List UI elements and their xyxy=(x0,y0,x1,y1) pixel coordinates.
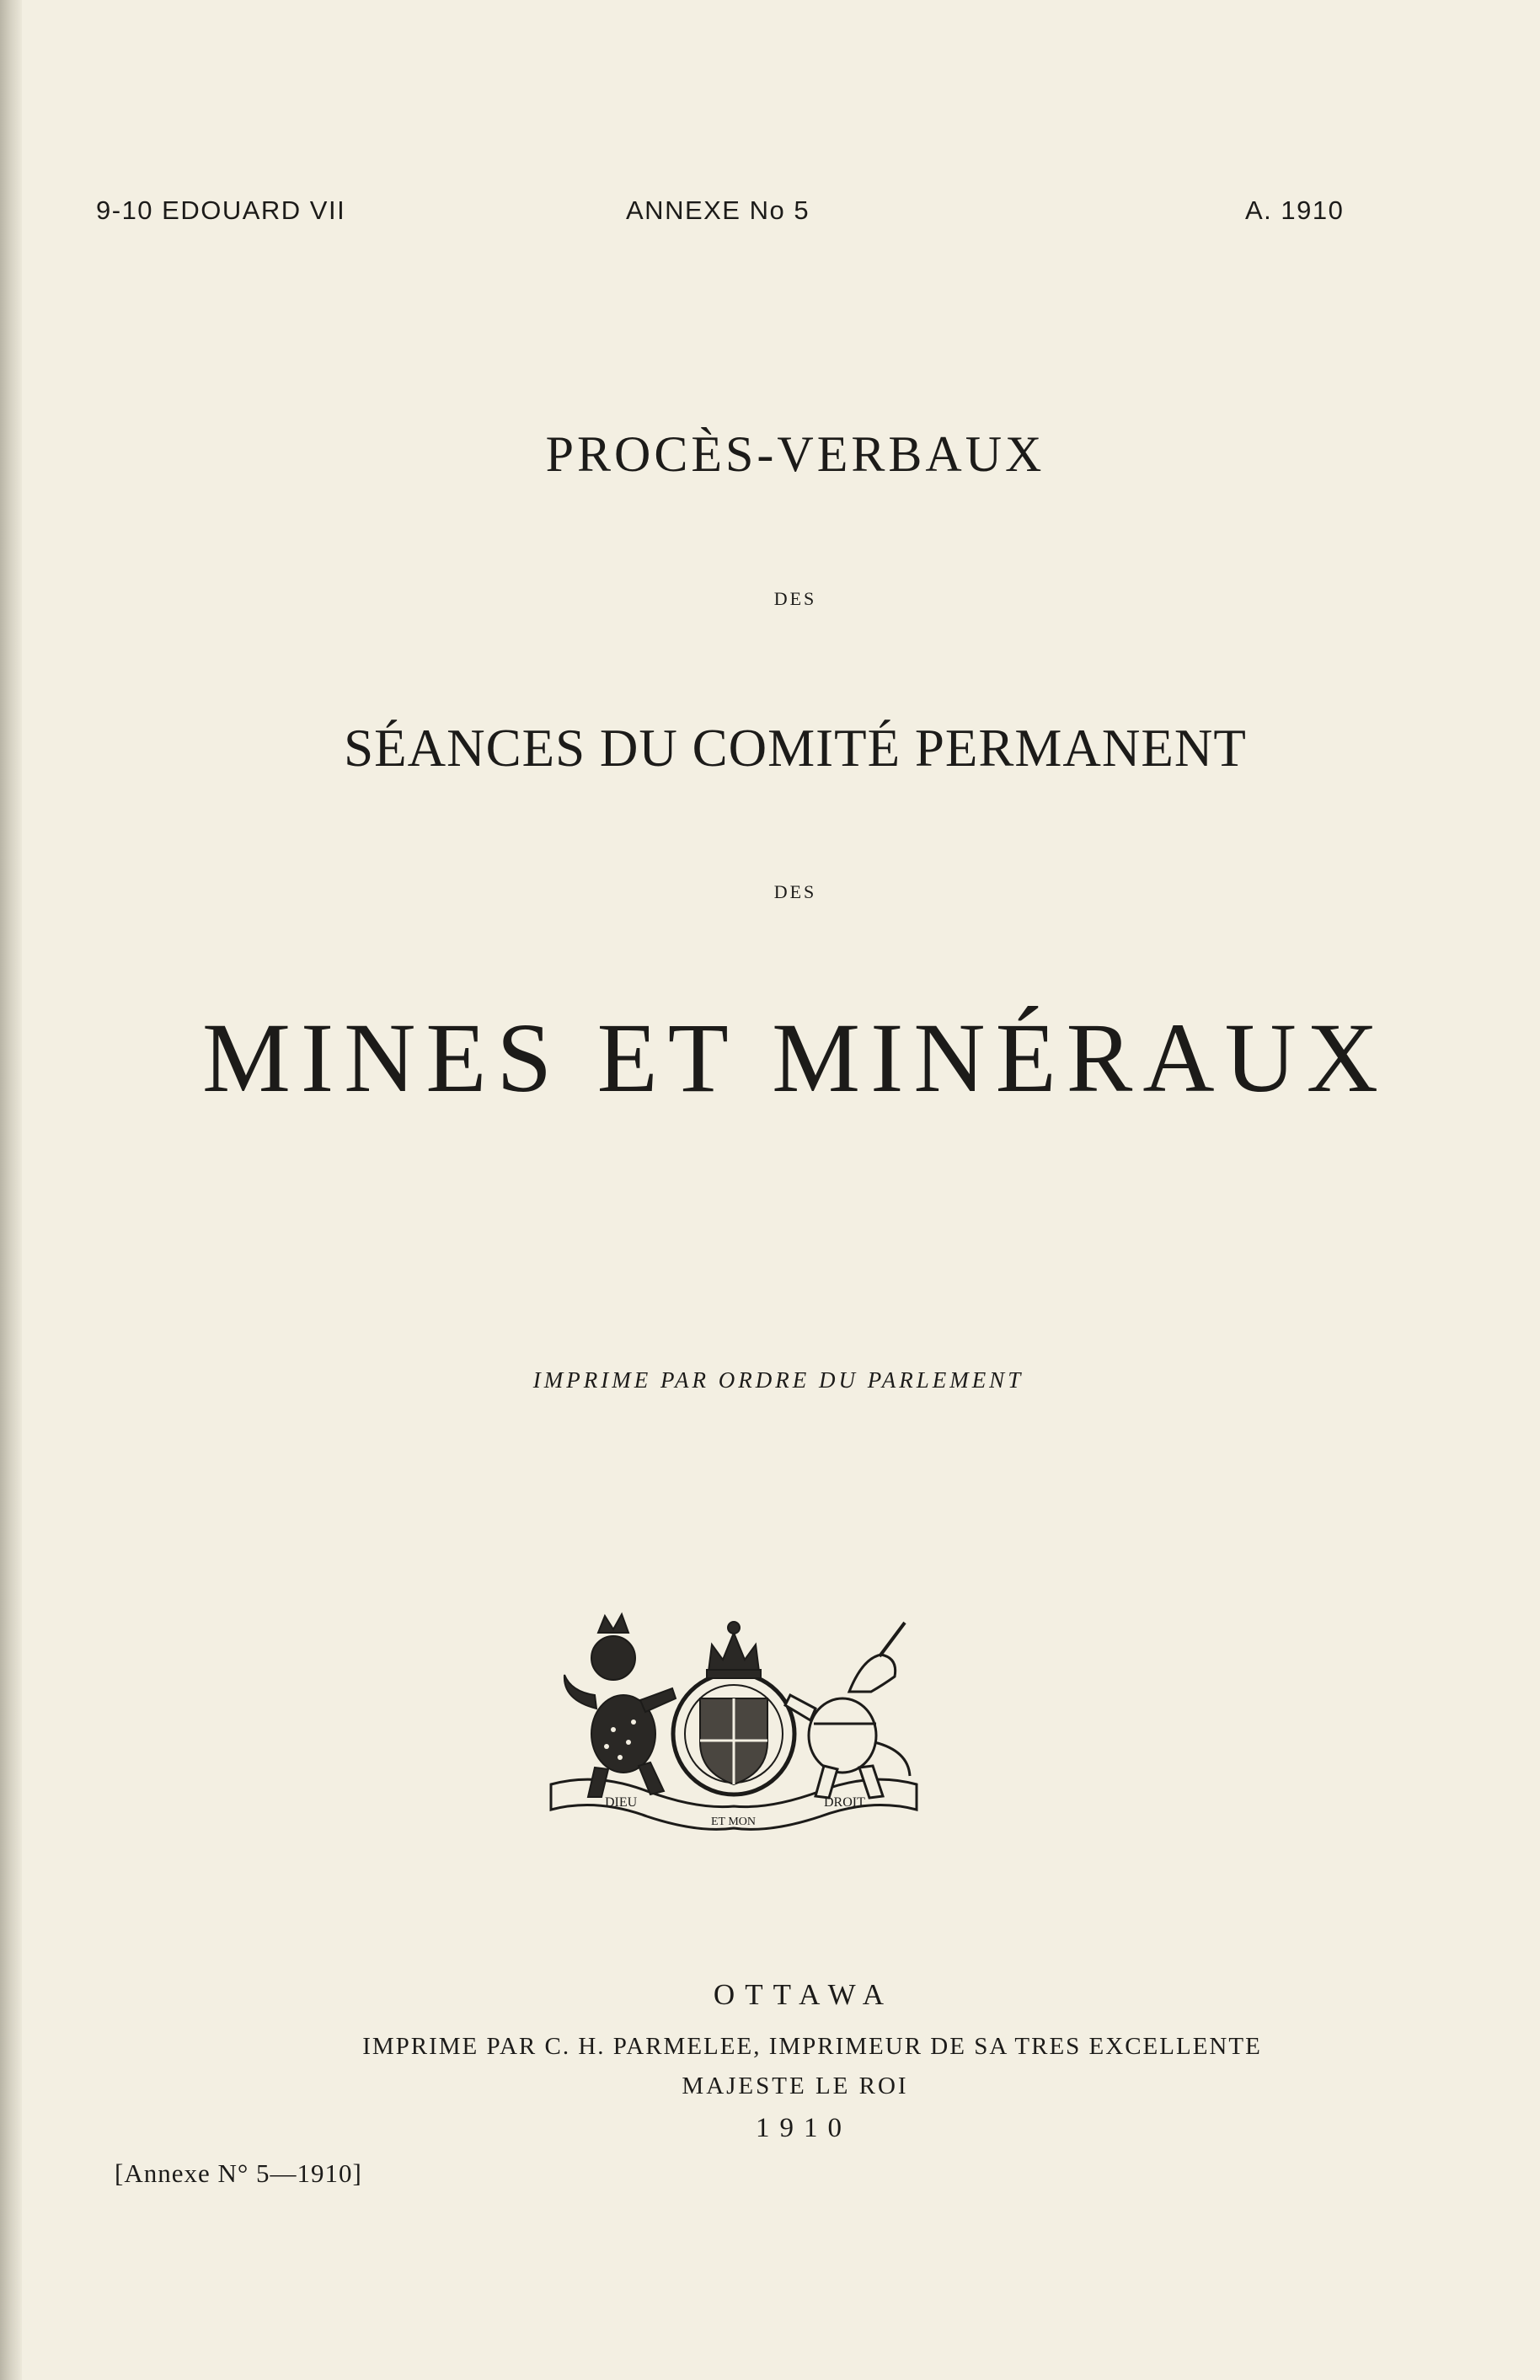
document-title: PROCÈS-VERBAUX xyxy=(545,426,1045,482)
header-year: A. 1910 xyxy=(1245,195,1345,225)
publication-city: OTTAWA xyxy=(713,1978,895,2011)
publication-year: 1910 xyxy=(756,2113,852,2143)
running-header xyxy=(0,195,1540,229)
connector-des-1: DES xyxy=(773,588,817,609)
header-volume: 9-10 EDOUARD VII xyxy=(96,195,346,225)
royal-coat-of-arms-icon xyxy=(546,1607,922,1837)
document-subtitle: SÉANCES DU COMITÉ PERMANENT xyxy=(344,719,1247,778)
motto-right: DROIT xyxy=(824,1795,865,1810)
printer-line-2: MAJESTE LE ROI xyxy=(682,2072,909,2099)
annex-reference: [Annexe N° 5—1910] xyxy=(115,2158,362,2188)
printer-line-1: IMPRIME PAR C. H. PARMELEE, IMPRIMEUR DE SA TRES EXCELLENTE xyxy=(362,2033,1262,2060)
motto-left: DIEU xyxy=(605,1795,638,1810)
imprint-statement: IMPRIME PAR ORDRE DU PARLEMENT xyxy=(532,1367,1024,1393)
connector-des-2: DES xyxy=(773,881,817,902)
header-annex: ANNEXE No 5 xyxy=(626,195,810,225)
motto-center: ET MON xyxy=(711,1816,757,1828)
main-title: MINES ET MINÉRAUX xyxy=(201,1003,1389,1113)
page-binding-edge xyxy=(0,0,22,2380)
